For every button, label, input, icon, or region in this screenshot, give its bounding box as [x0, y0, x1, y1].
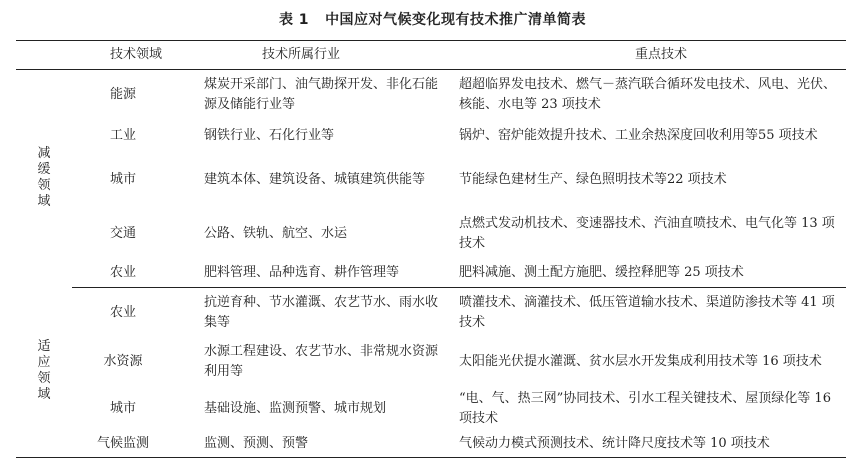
industry-cell: 监测、预测、预警	[200, 432, 455, 458]
field-cell: 城市	[109, 171, 136, 187]
industry-cell: 钢铁行业、石化行业等	[204, 127, 335, 143]
category-mitigation-label: 减缓领域	[37, 145, 51, 209]
table-row	[16, 70, 846, 120]
table-row	[16, 152, 846, 208]
field-cell: 城市	[109, 400, 136, 416]
tech-cell: 锅炉、窑炉能效提升技术、工业余热深度回收利用等55 项技术	[459, 127, 818, 143]
tech-cell: 太阳能光伏提水灌溉、贫水层水开发集成利用技术等 16 项技术	[459, 353, 822, 369]
industry-cell: 肥料管理、品种选育、耕作管理等	[200, 260, 455, 288]
tech-cell: 气候动力模式预测技术、统计降尺度技术等 10 项技术	[455, 432, 846, 458]
tech-cell: “电、气、热三网”协同技术、引水工程关键技术、屋顶绿化等 16 项技术	[459, 390, 831, 426]
table-title: 中国应对气候变化现有技术推广清单简表	[325, 12, 587, 28]
table-row	[16, 338, 846, 386]
category-adaptation-label: 适应领域	[37, 339, 51, 403]
table-row	[16, 120, 846, 152]
field-cell: 交通	[109, 225, 136, 241]
field-cell: 能源	[109, 86, 136, 102]
table-caption	[0, 9, 865, 29]
table-row	[16, 288, 846, 338]
tech-list-table	[16, 40, 846, 458]
category-adaptation	[16, 288, 72, 458]
industry-cell: 建筑本体、建筑设备、城镇建筑供能等	[204, 171, 426, 187]
header-category	[16, 41, 72, 70]
category-mitigation	[16, 70, 72, 288]
field-cell: 工业	[109, 127, 136, 143]
field-cell: 农业	[109, 304, 136, 320]
header-tech: 重点技术	[455, 41, 846, 70]
industry-cell: 抗逆育种、节水灌溉、农艺节水、雨水收集等	[204, 294, 439, 330]
tech-cell: 超超临界发电技术、燃气－蒸汽联合循环发电技术、风电、光伏、核能、水电等 23 项技术	[459, 76, 837, 112]
header-industry: 技术所属行业	[200, 41, 455, 70]
industry-cell: 基础设施、监测预警、城市规划	[204, 400, 387, 416]
table-row	[16, 386, 846, 432]
table-row	[16, 432, 846, 458]
table-row	[16, 208, 846, 260]
tech-cell: 节能绿色建材生产、绿色照明技术等22 项技术	[459, 171, 727, 187]
field-cell: 水资源	[103, 353, 143, 369]
table-header-row	[16, 41, 846, 70]
table-number: 表 1	[278, 12, 310, 28]
industry-cell: 煤炭开采部门、油气勘探开发、非化石能源及储能行业等	[204, 76, 439, 112]
industry-cell: 公路、铁轨、航空、水运	[204, 225, 348, 241]
field-cell: 农业	[72, 260, 200, 288]
table-row	[16, 260, 846, 288]
industry-cell: 水源工程建设、农艺节水、非常规水资源利用等	[204, 343, 439, 379]
tech-cell: 点燃式发动机技术、变速器技术、汽油直喷技术、电气化等 13 项技术	[459, 215, 835, 251]
field-cell: 气候监测	[72, 432, 200, 458]
tech-cell: 喷灌技术、滴灌技术、低压管道输水技术、渠道防渗技术等 41 项技术	[459, 294, 835, 330]
header-field: 技术领域	[72, 41, 200, 70]
tech-cell: 肥料减施、测土配方施肥、缓控释肥等 25 项技术	[455, 260, 846, 288]
